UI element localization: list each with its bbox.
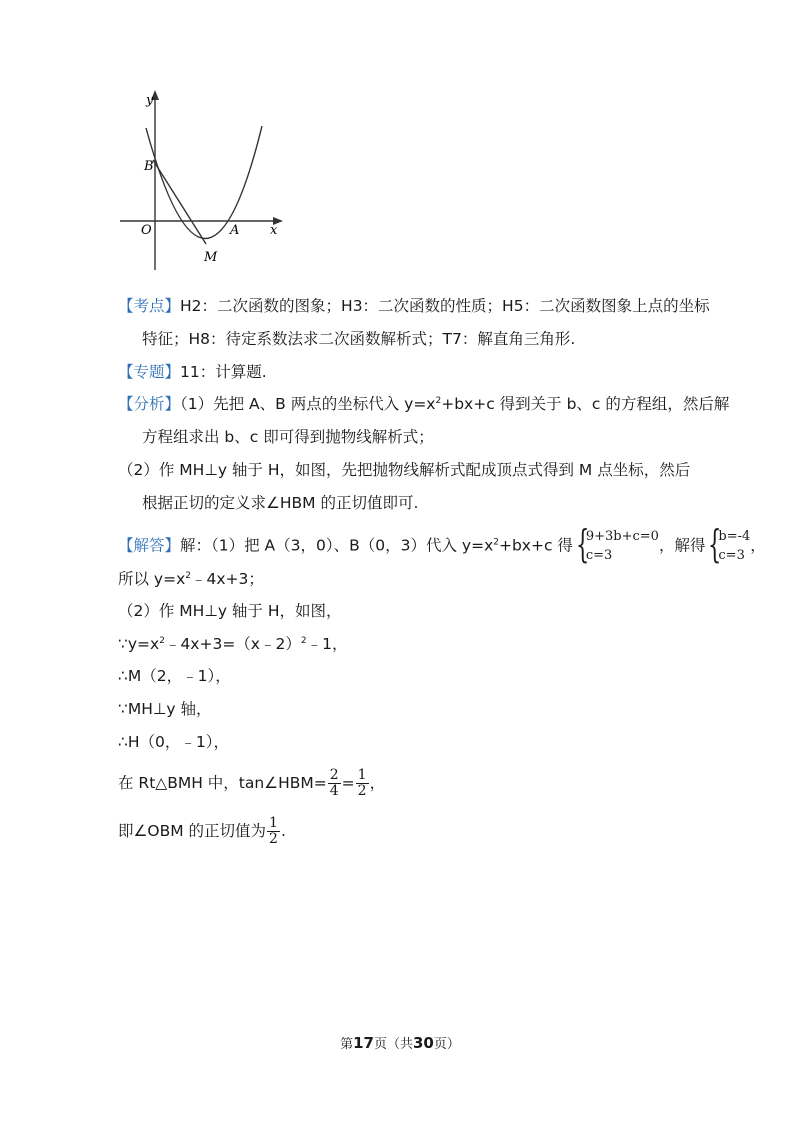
jieda-line-5: ∴M（2，﹣1），: [118, 667, 231, 685]
jieda-l1-a: 解：（1）把 A（3，0）、B（0，3）代入 y=x: [180, 536, 494, 555]
segment-bm: [153, 160, 206, 244]
jieda-l8-a: 在 Rt△BMH 中，tan∠HBM=: [118, 774, 327, 792]
jieda-line-1: [118, 522, 766, 566]
point-m-label: M: [204, 250, 218, 265]
fraction-2-over-4: [328, 768, 341, 799]
fraction-denominator: 2: [357, 783, 367, 799]
zhuanti-tag: 【专题】: [118, 363, 181, 381]
origin-label: O: [141, 223, 152, 238]
system-1-row-1: 9+3b+c=0: [585, 529, 659, 544]
y-axis-label: y: [146, 93, 154, 108]
kaodian-tag: 【考点】: [118, 297, 181, 315]
jieda-line-2: [118, 568, 264, 590]
fraction-1-over-2: [356, 768, 369, 799]
x-axis-label: x: [270, 223, 278, 238]
equals-sign: =: [341, 774, 355, 792]
fraction-answer: [267, 816, 280, 847]
jieda-l1-c: ，解得: [658, 536, 706, 555]
zhuanti-text: 11：计算题.: [180, 363, 267, 381]
jieda-l1-d: ，: [750, 536, 766, 555]
kaodian-text-1: H2：二次函数的图象；H3：二次函数的性质；H5：二次函数图象上点的坐标: [180, 297, 710, 315]
jieda-l4-sup2: 2: [300, 636, 307, 646]
system-2-row-2: c=3: [718, 548, 745, 563]
jieda-tag: 【解答】: [118, 536, 181, 555]
fenxi-p1-sup: 2: [435, 396, 442, 406]
footer-pre: 第: [340, 1037, 354, 1052]
jieda-l2-a: 所以 y=x: [118, 570, 186, 588]
jieda-l1-sup: 2: [493, 537, 499, 548]
page-number: 17: [353, 1034, 374, 1052]
fraction-denominator: 4: [329, 783, 339, 799]
system-2-row-1: b=-4: [718, 529, 751, 544]
fenxi-p2-line2: 根据正切的定义求∠HBM 的正切值即可.: [142, 494, 419, 512]
jieda-line-3: （2）作 MH⊥y 轴于 H，如图，: [118, 602, 342, 620]
zhuanti-line: [118, 361, 267, 383]
jieda-line-9: [118, 816, 286, 847]
fenxi-p1-line2: 方程组求出 b、c 即可得到抛物线解析式；: [142, 428, 434, 446]
fraction-numerator: 2: [329, 767, 339, 783]
jieda-line-8: [118, 768, 385, 799]
footer-post: 页）: [433, 1037, 460, 1052]
footer-mid: 页（共: [373, 1037, 413, 1052]
fenxi-tag: 【分析】: [118, 395, 181, 413]
jieda-l1-b: +bx+c 得: [498, 536, 573, 555]
jieda-l4-b: ﹣4x+3=（x﹣2）: [164, 635, 301, 653]
total-pages: 30: [413, 1034, 434, 1052]
fraction-numerator: 1: [357, 767, 367, 783]
kaodian-line-1: [118, 295, 710, 317]
point-b-label: B: [144, 159, 154, 174]
jieda-l9-b: .: [280, 822, 286, 840]
fenxi-p2-line1: （2）作 MH⊥y 轴于 H，如图，先把抛物线解析式配成顶点式得到 M 点坐标，然后: [118, 461, 691, 479]
kaodian-text-2: 特征；H8：待定系数法求二次函数解析式；T7：解直角三角形.: [142, 330, 576, 348]
jieda-l4-sup1: 2: [159, 636, 165, 646]
page-footer: [0, 1033, 800, 1052]
system-1-row-2: c=3: [585, 548, 613, 563]
fenxi-line-1: [118, 393, 729, 415]
parabola-figure: [110, 88, 290, 273]
jieda-line-6: ∵MH⊥y 轴，: [118, 700, 212, 718]
fraction-denominator: 2: [269, 831, 278, 847]
jieda-l4-a: ∵y=x: [118, 635, 160, 653]
fraction-numerator: 1: [269, 815, 278, 831]
fenxi-p1-a: （1）先把 A、B 两点的坐标代入 y=x: [180, 395, 436, 413]
jieda-line-4: [118, 633, 347, 655]
equation-system-2: { b=-4 c=3: [708, 522, 751, 566]
equation-system-1: { 9+3b+c=0 c=3: [575, 522, 659, 566]
jieda-l4-c: ﹣1，: [306, 635, 348, 653]
point-a-label: A: [230, 223, 240, 238]
jieda-line-7: ∴H（0，﹣1），: [118, 733, 229, 751]
fenxi-p1-b: +bx+c 得到关于 b、c 的方程组，然后解: [441, 395, 730, 413]
jieda-l2-b: ﹣4x+3；: [191, 570, 264, 588]
jieda-l9-a: 即∠OBM 的正切值为: [118, 822, 267, 840]
jieda-l2-sup: 2: [185, 571, 191, 581]
jieda-l8-b: ，: [369, 774, 386, 792]
